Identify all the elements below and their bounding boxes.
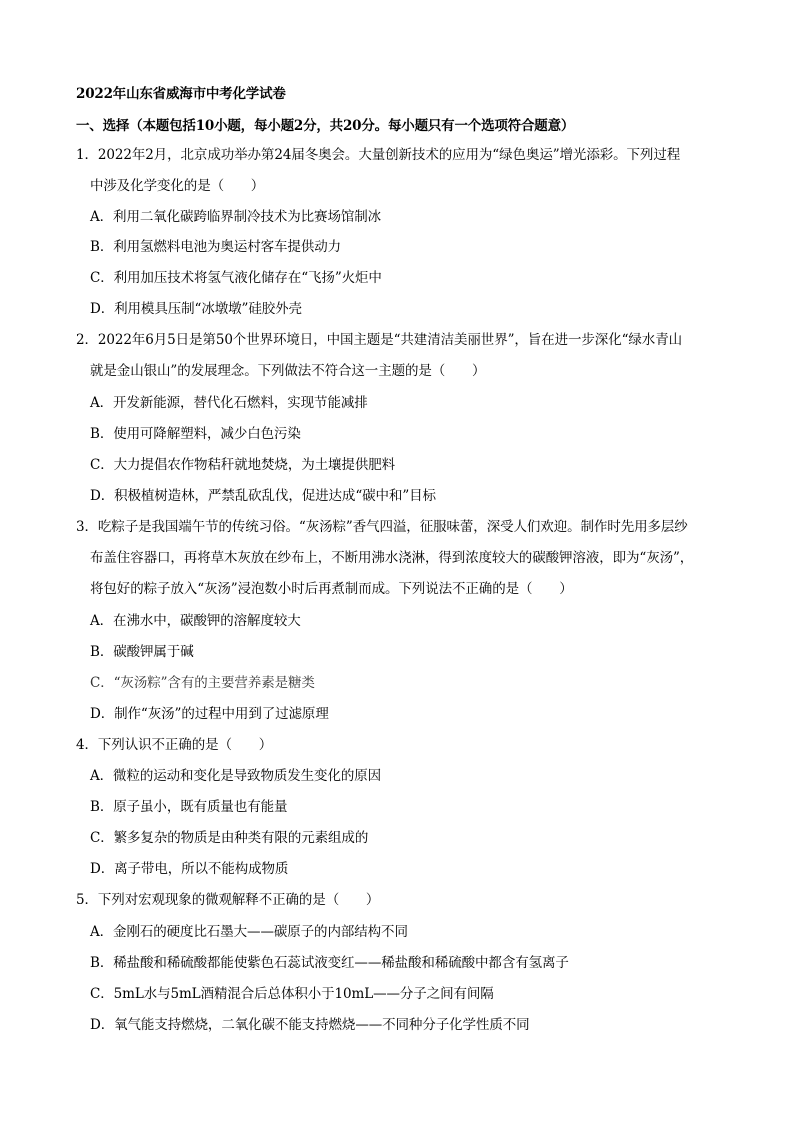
question-3-stem: 3．吃粽子是我国端午节的传统习俗。“灰汤粽”香气四溢，征服味蕾，深受人们欢迎。制作时先用多层纱 [76,519,688,535]
question-4-option-a: A．微粒的运动和变化是导致物质发生变化的原因 [90,768,382,784]
question-2-stem-cont: 就是金山银山”的发展理念。下列做法不符合这一主题的是（ ） [90,363,486,379]
question-1-option-d: D．利用模具压制“冰墩墩”硅胶外壳 [90,301,302,317]
question-3-stem-cont-2: 将包好的粽子放入“灰汤”浸泡数小时后再煮制而成。下列说法不正确的是（ ） [90,581,573,597]
question-5-option-b: B．稀盐酸和稀硫酸都能使紫色石蕊试液变红——稀盐酸和稀硫酸中都含有氢离子 [90,955,569,971]
question-1-option-b: B．利用氢燃料电池为奥运村客车提供动力 [90,239,342,255]
question-2-option-c: C．大力提倡农作物秸秆就地焚烧，为土壤提供肥料 [90,457,396,473]
question-5-option-d: D．氧气能支持燃烧，二氧化碳不能支持燃烧——不同种分子化学性质不同 [90,1017,530,1033]
question-2-option-a: A．开发新能源，替代化石燃料，实现节能减排 [90,395,368,411]
question-3-option-b: B．碳酸钾属于碱 [90,644,194,660]
question-5-option-c: C．5mL水与5mL酒精混合后总体积小于10mL——分子之间有间隔 [90,986,494,1002]
question-1-option-c: C．利用加压技术将氢气液化储存在“飞扬”火炬中 [90,270,382,286]
question-4-option-c: C．繁多复杂的物质是由种类有限的元素组成的 [90,830,369,846]
question-3-option-c: C．“灰汤粽”含有的主要营养素是糖类 [90,675,315,691]
section-header: 一、选择（本题包括10小题，每小题2分，共20分。每小题只有一个选项符合题意） [76,118,575,134]
question-3-option-d: D．制作“灰汤”的过程中用到了过滤原理 [90,706,329,722]
question-4-stem: 4．下列认识不正确的是（ ） [76,737,273,753]
question-3-stem-cont-1: 布盖住容器口，再将草木灰放在纱布上，不断用沸水浇淋，得到浓度较大的碳酸钾溶液，即为“灰汤”， [90,550,694,566]
question-1-stem: 1．2022年2月，北京成功举办第24届冬奥会。大量创新技术的应用为“绿色奥运”增光添彩。下列过程 [76,147,681,163]
question-1-option-a: A．利用二氧化碳跨临界制冷技术为比赛场馆制冰 [90,209,382,225]
question-3-option-a: A．在沸水中，碳酸钾的溶解度较大 [90,613,301,629]
question-2-option-b: B．使用可降解塑料，减少白色污染 [90,426,301,442]
question-4-option-d: D．离子带电，所以不能构成物质 [90,861,289,877]
question-5-stem: 5．下列对宏观现象的微观解释不正确的是（ ） [76,892,380,908]
question-2-option-d: D．积极植树造林，严禁乱砍乱伐，促进达成“碳中和”目标 [90,488,436,504]
question-2-stem: 2．2022年6月5日是第50个世界环境日，中国主题是“共建清洁美丽世界”，旨在进一步深化“绿水青山 [76,332,683,348]
exam-title: 2022年山东省威海市中考化学试卷 [76,86,286,102]
question-5-option-a: A．金刚石的硬度比石墨大——碳原子的内部结构不同 [90,924,408,940]
question-4-option-b: B．原子虽小，既有质量也有能量 [90,799,288,815]
question-1-stem-cont: 中涉及化学变化的是（ ） [90,178,265,194]
